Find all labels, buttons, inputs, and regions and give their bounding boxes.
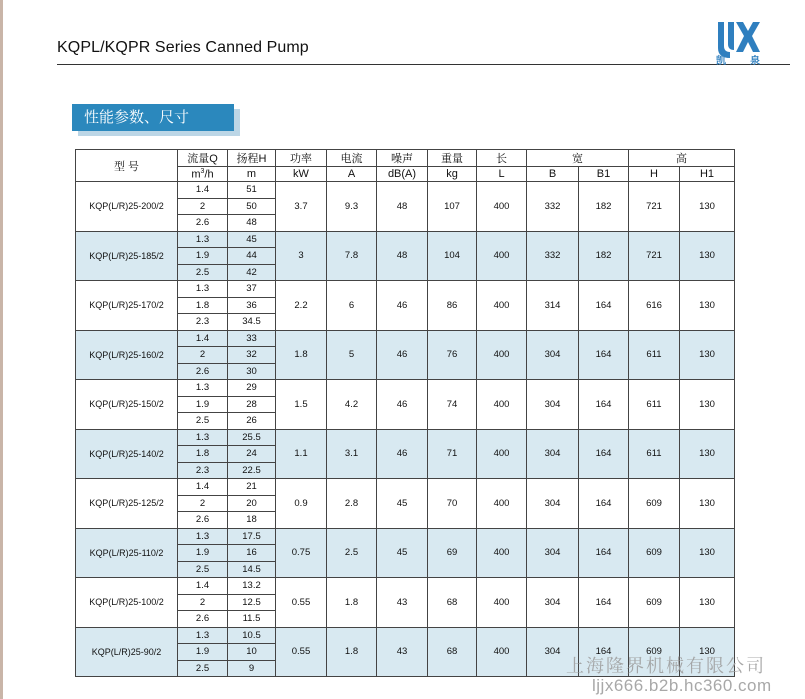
cell-noise: 46 (377, 330, 428, 380)
cell-weight: 70 (428, 479, 477, 529)
cell-flow: 2.5 (178, 413, 228, 430)
cell-height-h1: 130 (680, 182, 735, 232)
cell-current: 3.1 (327, 429, 377, 479)
cell-height-h1: 130 (680, 380, 735, 430)
cell-width-b: 314 (527, 281, 579, 331)
cell-flow: 2.5 (178, 660, 228, 677)
cell-head: 9 (228, 660, 276, 677)
cell-weight: 107 (428, 182, 477, 232)
cell-height-h1: 130 (680, 528, 735, 578)
cell-model: KQP(L/R)25-110/2 (76, 528, 178, 578)
cell-model: KQP(L/R)25-160/2 (76, 330, 178, 380)
unit-length: L (477, 167, 527, 182)
cell-head: 28 (228, 396, 276, 413)
header-flow: 流量Q (178, 150, 228, 167)
header-height: 高 (629, 150, 735, 167)
unit-current: A (327, 167, 377, 182)
cell-length: 400 (477, 429, 527, 479)
cell-flow: 2.5 (178, 561, 228, 578)
spec-table (75, 149, 735, 677)
cell-current: 2.5 (327, 528, 377, 578)
logo-char-2: 泉 (750, 56, 760, 67)
cell-width-b1: 182 (579, 182, 629, 232)
cell-model: KQP(L/R)25-150/2 (76, 380, 178, 430)
cell-noise: 46 (377, 429, 428, 479)
cell-flow: 1.3 (178, 429, 228, 446)
cell-width-b: 304 (527, 578, 579, 628)
cell-weight: 104 (428, 231, 477, 281)
cell-height-h: 721 (629, 182, 680, 232)
cell-power: 0.55 (276, 627, 327, 677)
cell-height-h1: 130 (680, 231, 735, 281)
cell-height-h: 611 (629, 330, 680, 380)
cell-power: 1.8 (276, 330, 327, 380)
table-row (76, 627, 735, 644)
cell-noise: 45 (377, 479, 428, 529)
table-header (76, 150, 735, 182)
cell-weight: 69 (428, 528, 477, 578)
table-row (76, 528, 735, 545)
header-divider (57, 64, 790, 65)
cell-head: 29 (228, 380, 276, 397)
cell-noise: 48 (377, 182, 428, 232)
cell-width-b: 304 (527, 380, 579, 430)
cell-height-h1: 130 (680, 281, 735, 331)
cell-current: 7.8 (327, 231, 377, 281)
cell-length: 400 (477, 528, 527, 578)
cell-width-b1: 164 (579, 578, 629, 628)
cell-noise: 43 (377, 627, 428, 677)
cell-weight: 71 (428, 429, 477, 479)
cell-head: 45 (228, 231, 276, 248)
unit-height-h: H (629, 167, 680, 182)
cell-flow: 2.6 (178, 215, 228, 232)
unit-flow-h: /h (204, 168, 214, 181)
cell-head: 30 (228, 363, 276, 380)
cell-flow: 1.3 (178, 528, 228, 545)
cell-width-b1: 164 (579, 330, 629, 380)
cell-head: 33 (228, 330, 276, 347)
cell-power: 0.55 (276, 578, 327, 628)
cell-height-h: 611 (629, 380, 680, 430)
cell-model: KQP(L/R)25-170/2 (76, 281, 178, 331)
cell-width-b1: 182 (579, 231, 629, 281)
cell-flow: 2 (178, 594, 228, 611)
header-width: 宽 (527, 150, 629, 167)
cell-flow: 1.9 (178, 644, 228, 661)
unit-noise: dB(A) (377, 167, 428, 182)
cell-current: 6 (327, 281, 377, 331)
cell-height-h: 721 (629, 231, 680, 281)
cell-weight: 68 (428, 578, 477, 628)
cell-height-h: 611 (629, 429, 680, 479)
cell-power: 0.75 (276, 528, 327, 578)
cell-width-b: 332 (527, 182, 579, 232)
cell-width-b1: 164 (579, 627, 629, 677)
cell-head: 25.5 (228, 429, 276, 446)
cell-flow: 1.8 (178, 446, 228, 463)
unit-width-b1: B1 (579, 167, 629, 182)
cell-noise: 46 (377, 281, 428, 331)
table-row (76, 578, 735, 595)
cell-noise: 43 (377, 578, 428, 628)
cell-length: 400 (477, 479, 527, 529)
cell-flow: 2.3 (178, 314, 228, 331)
cell-head: 11.5 (228, 611, 276, 628)
cell-head: 13.2 (228, 578, 276, 595)
cell-head: 18 (228, 512, 276, 529)
cell-power: 1.5 (276, 380, 327, 430)
cell-flow: 1.4 (178, 578, 228, 595)
cell-head: 22.5 (228, 462, 276, 479)
cell-head: 37 (228, 281, 276, 298)
cell-width-b1: 164 (579, 281, 629, 331)
cell-width-b: 304 (527, 330, 579, 380)
cell-height-h: 609 (629, 528, 680, 578)
cell-weight: 74 (428, 380, 477, 430)
cell-width-b: 304 (527, 528, 579, 578)
cell-width-b: 304 (527, 429, 579, 479)
unit-height-h1: H1 (680, 167, 735, 182)
cell-head: 44 (228, 248, 276, 265)
cell-weight: 86 (428, 281, 477, 331)
cell-head: 17.5 (228, 528, 276, 545)
cell-power: 0.9 (276, 479, 327, 529)
header-head: 扬程H (228, 150, 276, 167)
cell-flow: 1.3 (178, 380, 228, 397)
cell-current: 5 (327, 330, 377, 380)
table-row (76, 231, 735, 248)
cell-flow: 2.6 (178, 611, 228, 628)
table-row (76, 330, 735, 347)
cell-current: 1.8 (327, 578, 377, 628)
cell-height-h: 609 (629, 479, 680, 529)
cell-width-b1: 164 (579, 380, 629, 430)
table-row (76, 281, 735, 298)
cell-flow: 2.3 (178, 462, 228, 479)
cell-width-b1: 164 (579, 429, 629, 479)
cell-head: 10.5 (228, 627, 276, 644)
cell-flow: 2 (178, 198, 228, 215)
cell-flow: 1.9 (178, 248, 228, 265)
cell-head: 42 (228, 264, 276, 281)
cell-head: 10 (228, 644, 276, 661)
cell-model: KQP(L/R)25-200/2 (76, 182, 178, 232)
cell-model: KQP(L/R)25-185/2 (76, 231, 178, 281)
cell-height-h1: 130 (680, 429, 735, 479)
cell-power: 2.2 (276, 281, 327, 331)
cell-flow: 1.3 (178, 231, 228, 248)
unit-power: kW (276, 167, 327, 182)
table-row (76, 182, 735, 199)
cell-flow: 2.6 (178, 363, 228, 380)
cell-noise: 45 (377, 528, 428, 578)
cell-flow: 1.3 (178, 627, 228, 644)
cell-height-h: 609 (629, 627, 680, 677)
unit-width-b: B (527, 167, 579, 182)
cell-height-h1: 130 (680, 627, 735, 677)
cell-length: 400 (477, 281, 527, 331)
cell-head: 24 (228, 446, 276, 463)
cell-head: 14.5 (228, 561, 276, 578)
header-model: 型 号 (76, 150, 178, 182)
unit-flow-exp: 3 (200, 167, 205, 175)
cell-flow: 1.4 (178, 330, 228, 347)
cell-width-b1: 164 (579, 528, 629, 578)
cell-length: 400 (477, 330, 527, 380)
header-weight: 重量 (428, 150, 477, 167)
cell-head: 51 (228, 182, 276, 199)
cell-flow: 1.4 (178, 182, 228, 199)
cell-head: 21 (228, 479, 276, 496)
cell-flow: 2 (178, 495, 228, 512)
cell-current: 9.3 (327, 182, 377, 232)
cell-height-h1: 130 (680, 330, 735, 380)
cell-flow: 2.6 (178, 512, 228, 529)
cell-power: 3.7 (276, 182, 327, 232)
cell-head: 36 (228, 297, 276, 314)
cell-head: 50 (228, 198, 276, 215)
section-title: 性能参数、尺寸 (72, 104, 234, 131)
header-noise: 噪声 (377, 150, 428, 167)
cell-height-h: 616 (629, 281, 680, 331)
cell-length: 400 (477, 627, 527, 677)
cell-power: 1.1 (276, 429, 327, 479)
cell-noise: 48 (377, 231, 428, 281)
cell-height-h1: 130 (680, 479, 735, 529)
unit-head: m (228, 167, 276, 182)
cell-length: 400 (477, 231, 527, 281)
table-row (76, 380, 735, 397)
unit-flow-m: m (191, 168, 201, 181)
cell-model: KQP(L/R)25-125/2 (76, 479, 178, 529)
cell-length: 400 (477, 578, 527, 628)
cell-width-b: 304 (527, 479, 579, 529)
cell-flow: 1.9 (178, 545, 228, 562)
cell-current: 4.2 (327, 380, 377, 430)
cell-noise: 46 (377, 380, 428, 430)
logo-caption (716, 52, 760, 67)
cell-model: KQP(L/R)25-140/2 (76, 429, 178, 479)
cell-flow: 1.8 (178, 297, 228, 314)
cell-power: 3 (276, 231, 327, 281)
logo-char-1: 凯 (716, 56, 726, 67)
header-length: 长 (477, 150, 527, 167)
cell-head: 12.5 (228, 594, 276, 611)
cell-width-b: 332 (527, 231, 579, 281)
cell-head: 26 (228, 413, 276, 430)
unit-flow (178, 167, 228, 182)
header-current: 电流 (327, 150, 377, 167)
watermark-url: ljjx666.b2b.hc360.com (592, 676, 772, 695)
cell-width-b: 304 (527, 627, 579, 677)
table-row (76, 479, 735, 496)
cell-current: 2.8 (327, 479, 377, 529)
cell-model: KQP(L/R)25-100/2 (76, 578, 178, 628)
cell-length: 400 (477, 182, 527, 232)
cell-flow: 2.5 (178, 264, 228, 281)
page-left-edge (0, 0, 3, 699)
header-power: 功率 (276, 150, 327, 167)
section-header (72, 104, 240, 132)
cell-length: 400 (477, 380, 527, 430)
cell-flow: 1.3 (178, 281, 228, 298)
cell-model: KQP(L/R)25-90/2 (76, 627, 178, 677)
cell-width-b1: 164 (579, 479, 629, 529)
cell-height-h1: 130 (680, 578, 735, 628)
cell-head: 16 (228, 545, 276, 562)
cell-head: 20 (228, 495, 276, 512)
table-body (76, 182, 735, 677)
table-row (76, 429, 735, 446)
cell-flow: 1.4 (178, 479, 228, 496)
unit-weight: kg (428, 167, 477, 182)
cell-weight: 76 (428, 330, 477, 380)
cell-head: 48 (228, 215, 276, 232)
cell-weight: 68 (428, 627, 477, 677)
cell-height-h: 609 (629, 578, 680, 628)
cell-current: 1.8 (327, 627, 377, 677)
cell-flow: 1.9 (178, 396, 228, 413)
cell-head: 34.5 (228, 314, 276, 331)
page-title: KQPL/KQPR Series Canned Pump (57, 39, 309, 56)
cell-head: 32 (228, 347, 276, 364)
watermark-company: 上海隆界机械有限公司 (566, 656, 766, 676)
cell-flow: 2 (178, 347, 228, 364)
